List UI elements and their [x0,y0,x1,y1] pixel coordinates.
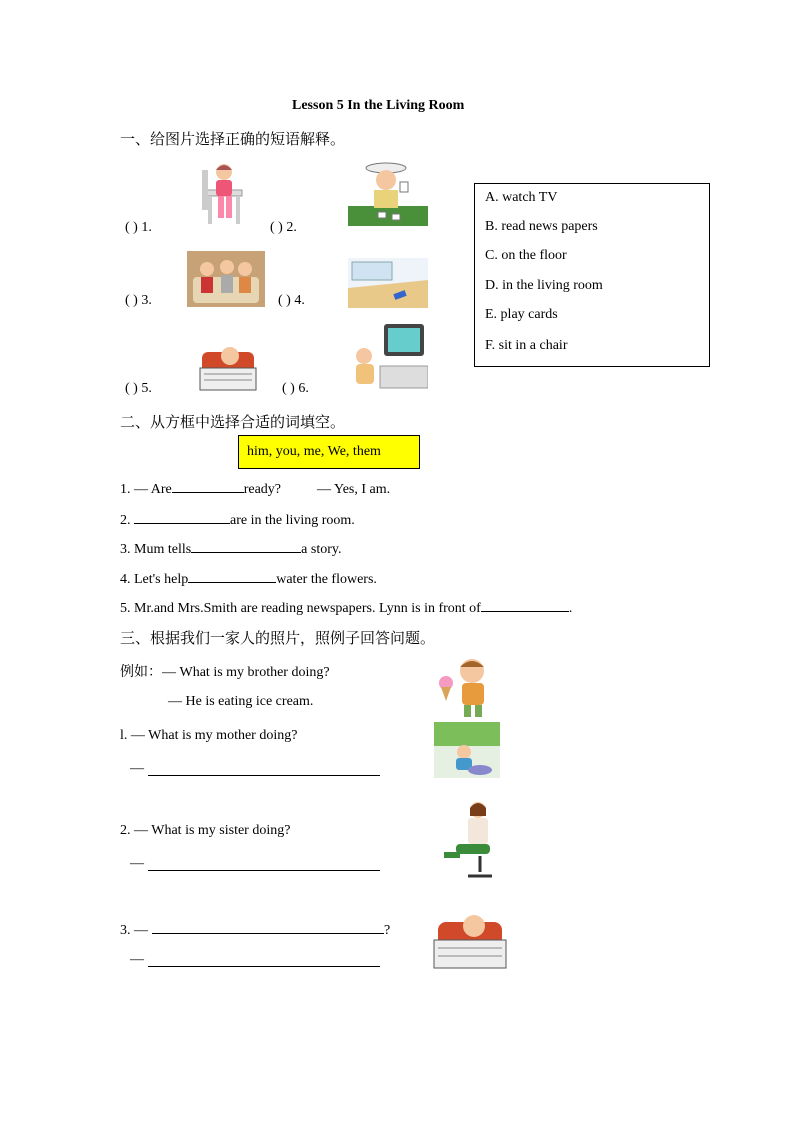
q3-answer-slot[interactable]: ( ) 3. [125,293,152,308]
page-title: Lesson 5 In the Living Room [292,98,465,113]
answer-2-dash: — [130,856,144,871]
sister-reading-in-chair-illustration [434,800,504,884]
mother-washing-illustration [434,722,500,778]
blank-3[interactable] [191,538,301,553]
options-box [474,183,710,367]
section3-heading: 三、根据我们一家人的照片，照例子回答问题。 [120,631,436,647]
section1-heading: 一、给图片选择正确的短语解释。 [120,132,346,148]
q6-answer-slot[interactable]: ( ) 6. [282,381,309,396]
fill-question-2: 2. are in the living room. [120,509,355,529]
answer-1-dash: — [130,761,144,776]
q1-answer-slot[interactable]: ( ) 1. [125,220,152,235]
option-a: A. watch TV [485,190,558,205]
answer-3-dash: — [130,952,144,967]
q2-answer-slot[interactable]: ( ) 2. [270,220,297,235]
option-c: C. on the floor [485,248,567,263]
question-3: 3. — ? [120,919,390,939]
fill-question-4: 4. Let's help water the flowers. [120,568,377,588]
word-box: him, you, me, We, them [238,435,420,469]
man-playing-cards-illustration [348,160,428,226]
fill-question-5: 5. Mr.and Mrs.Smith are reading newspapers. Lynn is in front of . [120,597,572,617]
family-in-living-room-illustration [187,251,265,307]
answer-1-line[interactable] [148,775,380,776]
option-e: E. play cards [485,307,558,322]
option-b: B. read news papers [485,219,598,234]
floor-illustration [348,258,428,308]
blank-5[interactable] [481,597,569,612]
q4-answer-slot[interactable]: ( ) 4. [278,293,305,308]
example-question: 例如：— What is my brother doing? [120,665,330,680]
blank-4[interactable] [188,568,276,583]
fill-question-3: 3. Mum tells a story. [120,538,341,558]
section2-heading: 二、从方框中选择合适的词填空。 [120,415,346,431]
option-f: F. sit in a chair [485,338,568,353]
answer-2-line[interactable] [148,870,380,871]
fill-question-1: 1. — Are ready? — Yes, I am. [120,478,390,498]
option-d: D. in the living room [485,278,603,293]
blank-2[interactable] [134,509,230,524]
blank-1[interactable] [172,478,244,493]
father-reading-newspaper-illustration [430,910,510,970]
question-1: l. — What is my mother doing? [120,728,298,743]
answer-3-line[interactable] [148,966,380,967]
example-answer: — He is eating ice cream. [168,694,314,709]
q5-answer-slot[interactable]: ( ) 5. [125,381,152,396]
man-reading-newspaper-illustration [196,342,260,392]
girl-in-chair-illustration [196,160,252,226]
boy-eating-ice-cream-illustration [436,655,500,719]
question-3-blank[interactable] [152,919,384,934]
child-watching-tv-illustration [350,322,428,392]
question-2: 2. — What is my sister doing? [120,823,291,838]
